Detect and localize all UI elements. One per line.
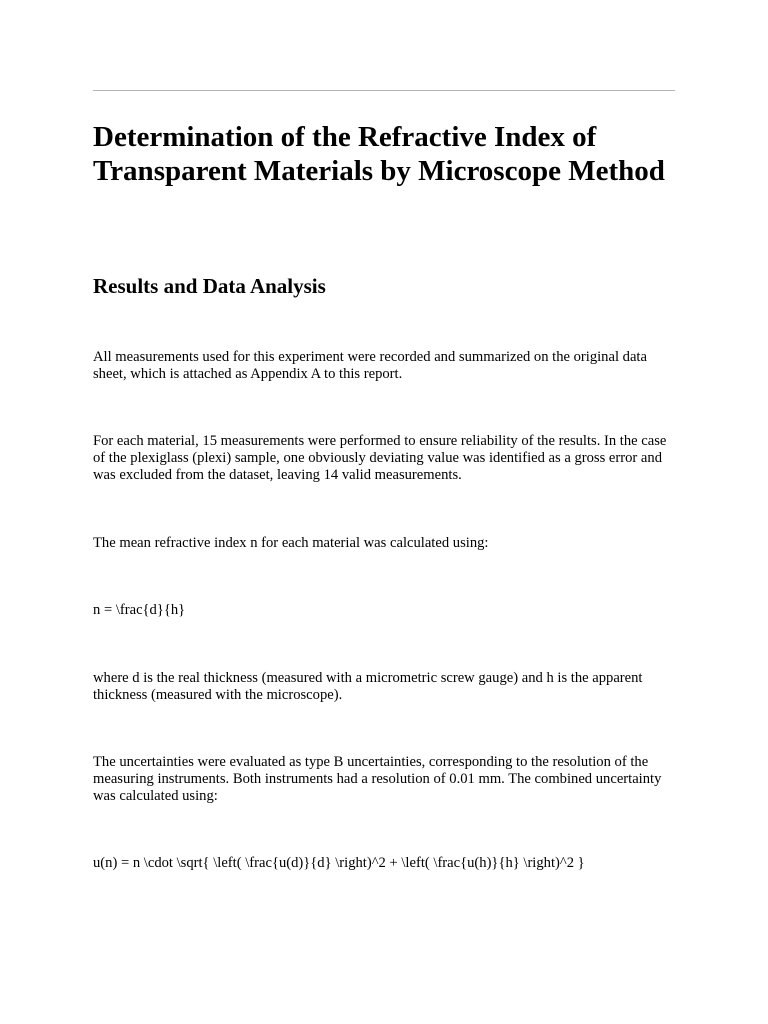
document-title: Determination of the Refractive Index of Transparent Materials by Microscope Method (93, 121, 665, 187)
formula-refractive-index: n = \frac{d}{h} (93, 602, 186, 618)
paragraph-data-sheet: All measurements used for this experiment were recorded and summarized on the original data sheet, which is attached as Appendix A to this report. (93, 349, 647, 383)
paragraph-variable-definitions: where d is the real thickness (measured with a micrometric screw gauge) and h is the apparent thickness (measured with the microscope). (93, 670, 643, 704)
document-page (93, 0, 675, 1024)
formula-combined-uncertainty: u(n) = n \cdot \sqrt{ \left( \frac{u(d)}{d} \right)^2 + \left( \frac{u(h)}{h} \right)^2 } (93, 855, 585, 871)
paragraph-uncertainties: The uncertainties were evaluated as type B uncertainties, corresponding to the resolution of the measuring instruments. Both instruments had a resolution of 0.01 mm. The combined uncertainty was calculated using: (93, 754, 662, 805)
paragraph-mean-index-intro: The mean refractive index n for each material was calculated using: (93, 535, 489, 551)
top-divider (93, 90, 675, 91)
paragraph-measurements: For each material, 15 measurements were performed to ensure reliability of the results. In the case of the plexiglass (plexi) sample, one obviously deviating value was identified as a gross error and was excluded from the dataset, leaving 14 valid measurements. (93, 433, 667, 484)
section-heading: Results and Data Analysis (93, 274, 326, 298)
